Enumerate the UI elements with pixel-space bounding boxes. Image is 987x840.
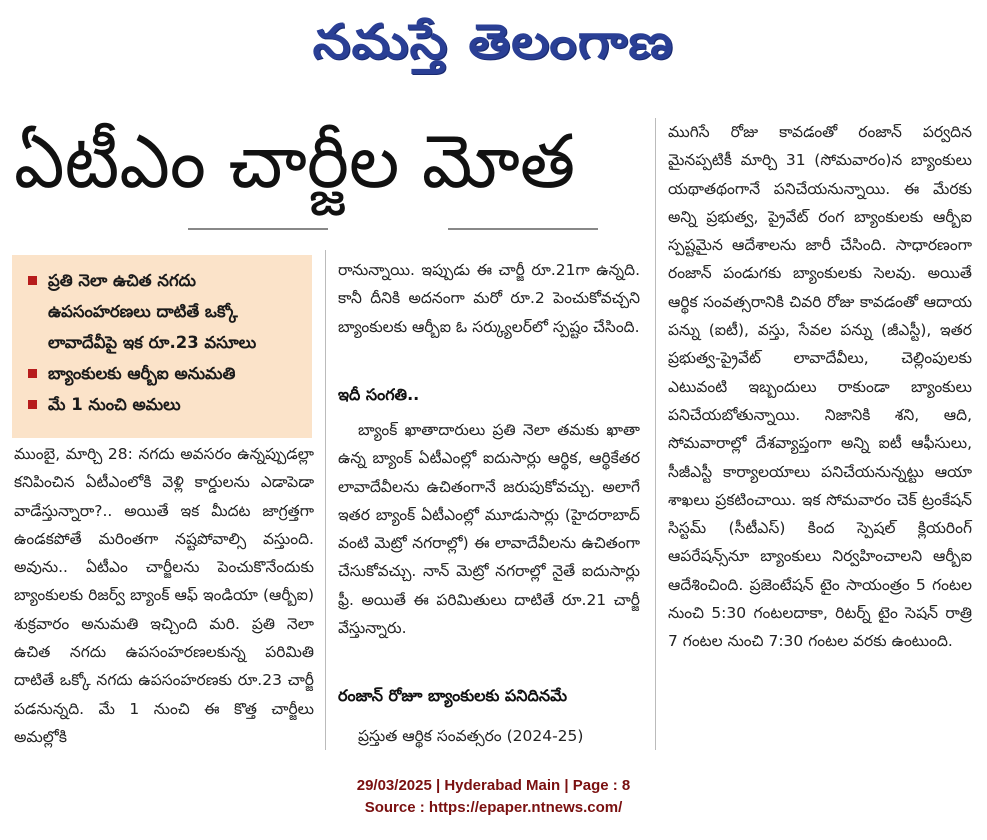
bullet-square-icon bbox=[28, 276, 37, 285]
article-headline: ఏటీఎం చార్జీల మోత bbox=[14, 119, 576, 205]
column-divider-1 bbox=[325, 250, 326, 750]
highlight-item bbox=[26, 358, 304, 389]
highlights-box bbox=[12, 255, 312, 438]
article-column-2-mid bbox=[338, 416, 640, 642]
article-paragraph: రానున్నాయి. ఇప్పుడు ఈ చార్జీ రూ.21గా ఉన్నది. కానీ దీనికి అదనంగా మరో రూ.2 పెంచుకోవచ్చని బ్యాంకులకు ఆర్బీఐ ఓ సర్క్యులర్‌లో స్పష్టం చేసింది. bbox=[338, 261, 640, 336]
highlight-text: ప్రతి నెలా ఉచిత నగదు ఉపసంహరణలు దాటితే ఒక్కో లావాదేవీపై ఇక రూ.23 వసూలు bbox=[48, 271, 257, 352]
page-footer bbox=[0, 775, 987, 819]
article-headline-block bbox=[14, 112, 654, 222]
bullet-square-icon bbox=[28, 400, 37, 409]
highlight-text: మే 1 నుంచి అమలు bbox=[48, 395, 181, 414]
masthead bbox=[0, 0, 987, 84]
article-column-2-top bbox=[338, 256, 640, 341]
bullet-square-icon bbox=[28, 369, 37, 378]
article-column-3 bbox=[668, 118, 972, 656]
newspaper-logo: నమస్తే తెలంగాణ bbox=[312, 14, 675, 70]
footer-edition-info: 29/03/2025 | Hyderabad Main | Page : 8 bbox=[356, 777, 631, 794]
footer-source-link[interactable]: Source : https://epaper.ntnews.com/ bbox=[364, 799, 623, 816]
headline-rule-left bbox=[188, 228, 328, 230]
subheading-context: ఇదీ సంగతి.. bbox=[338, 385, 420, 404]
subheading-ramzan: రంజాన్ రోజూ బ్యాంకులకు పనిదినమే bbox=[338, 686, 567, 705]
column-divider-2 bbox=[655, 118, 656, 750]
article-paragraph: ముగిసే రోజు కావడంతో రంజాన్ పర్వదిన మైనప్పటికీ మార్చి 31 (సోమవారం)న బ్యాంకులు యథాతథంగానే పనిచేయనున్నాయి. ఈ మేరకు అన్ని ప్రభుత్వ, ప్రైవేట్ రంగ బ్యాంకులకు ఆర్బీఐ స్పష్టమైన ఆదేశాలను జారీ చేసింది. సాధారణంగా రంజాన్ పండుగకు బ్యాంకులకు సెలవు. అయితే ఆర్థిక సంవత్సరానికి చివరి రోజు కావడంతో ఆదాయ పన్ను (ఐటీ), వస్తు, సేవల పన్ను (జీఎస్టీ), ఇతర ప్రభుత్వ-ప్రైవేట్ లావాదేవీలు, చెల్లింపులకు ఎటువంటి ఇబ్బందులు రాకుండా బ్యాంకులు పనిచేయబోతున్నాయి. నిజానికి శని, ఆది, సోమవారాల్లో దేశవ్యాప్తంగా అన్ని ఐటీ ఆఫీసులు, సీజీఎస్టీ కార్యాలయాలు పనిచేయనున్నట్టు ఆయా శాఖలు ప్రకటించాయి. ఇక సోమవారం చెక్ ట్రంకేషన్ సిస్టమ్ (సీటీఎస్) కింద స్పెషల్ క్లియరింగ్ ఆపరేషన్స్‌నూ బ్యాంకులు నిర్వహించాలని ఆర్బీఐ ఆదేశించింది. ప్రజెంటేషన్ టైం సాయంత్రం 5 గంటల నుంచి 5:30 గంటలదాకా, రిటర్న్ టైం సెషన్ రాత్రి 7 గంటల నుంచి 7:30 గంటల వరకు ఉంటుంది. bbox=[668, 123, 972, 651]
article-paragraph: బ్యాంక్ ఖాతాదారులు ప్రతి నెలా తమకు ఖాతా ఉన్న బ్యాంక్ ఏటీఎంల్లో ఐదుసార్లు ఆర్థిక, ఆర్థికేతర లావాదేవీలను ఉచితంగానే జరుపుకోవచ్చు. అలాగే ఇతర బ్యాంక్ ఏటీఎంల్లో మూడుసార్లు (హైదరాబాద్ వంటి మెట్రో నగరాల్లో) ఈ లావాదేవీలను ఉచితంగా చేసుకోవచ్చు. నాన్ మెట్రో నగరాల్లో నైతే ఐదుసార్లు ఫ్రీ. అయితే ఈ పరిమితులు దాటితే రూ.21 చార్జీ వేస్తున్నారు. bbox=[338, 421, 640, 638]
headline-rule-right bbox=[448, 228, 598, 230]
article-paragraph: ముంబై, మార్చి 28: నగదు అవసరం ఉన్నప్పుడల్లా కనిపించిన ఏటీఎంలోకి వెళ్లి కార్డులను ఎడాపెడా వాడేస్తున్నారా?.. అయితే ఇక మీదట జాగ్రత్తగా ఉండకపోతే మరింతగా నష్టపోవాల్సి వస్తుంది. అవును.. ఏటీఎం చార్జీలను పెంచుకొనేందుకు బ్యాంకులకు రిజర్వ్ బ్యాంక్ ఆఫ్ ఇండియా (ఆర్బీఐ) శుక్రవారం అనుమతి ఇచ్చింది మరి. ప్రతి నెలా ఉచిత నగదు ఉపసంహరణలకున్న పరిమితి దాటితే ఒక్కో నగదు ఉపసంహరణకు రూ.23 చార్జీ పడనున్నది. మే 1 నుంచి ఈ కొత్త చార్జీలు అమల్లోకి bbox=[14, 445, 314, 746]
highlight-text: బ్యాంకులకు ఆర్బీఐ అనుమతి bbox=[48, 364, 236, 383]
highlight-item bbox=[26, 265, 304, 358]
article-column-1 bbox=[14, 440, 314, 751]
article-paragraph: ప్రస్తుత ఆర్థిక సంవత్సరం (2024-25) bbox=[358, 727, 584, 745]
article-column-2-bottom bbox=[338, 722, 640, 750]
highlight-item bbox=[26, 389, 304, 420]
